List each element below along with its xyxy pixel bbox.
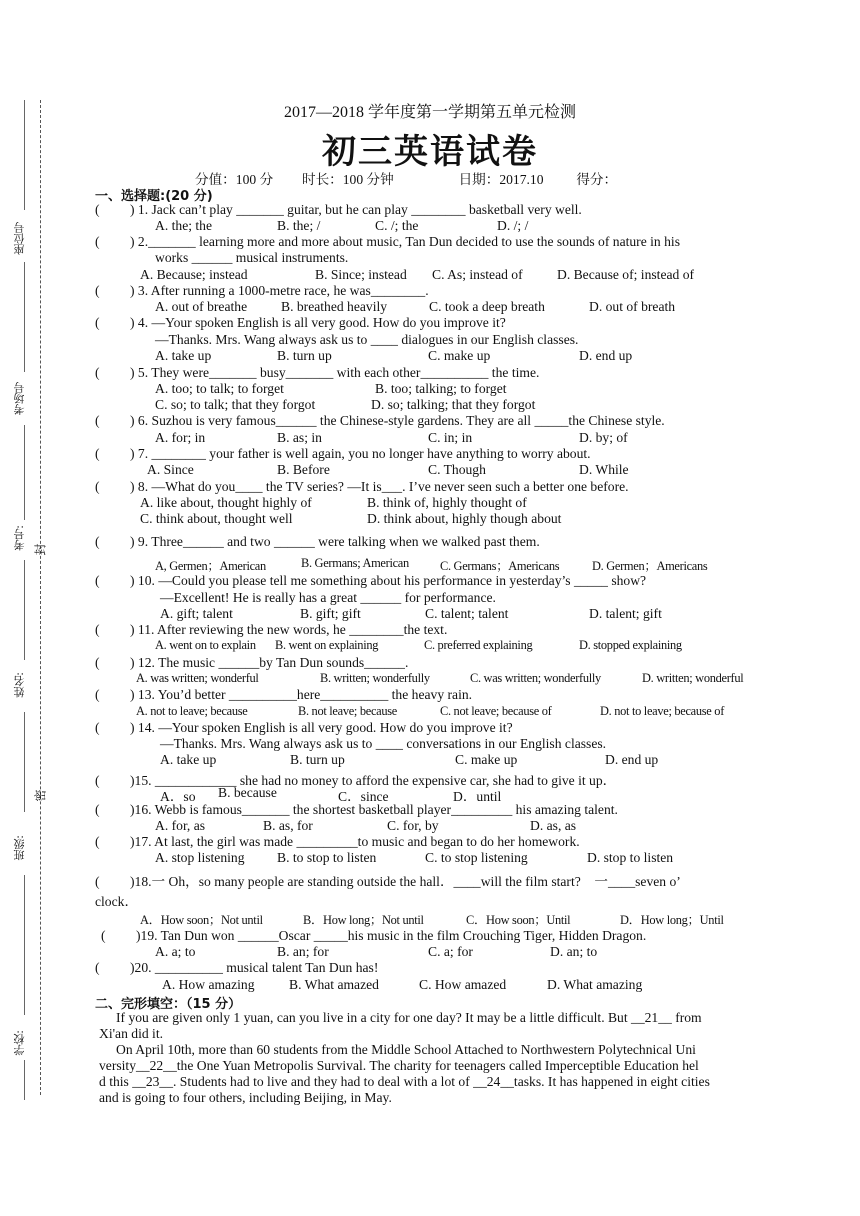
q4-option-c: C. make up xyxy=(428,348,491,363)
question-6: ( ) 6. Suzhou is very famous______ the Chinese-style gardens. They are all _____the Chinese style. xyxy=(95,413,665,428)
q10-option-c: C. talent; talent xyxy=(425,606,509,621)
q8-option-c: C. think about, thought well xyxy=(140,511,293,526)
q10-stem-line2: —Excellent! He is really has a great ______ for performance. xyxy=(160,590,496,605)
q18-stem-line2: clock． xyxy=(95,894,139,909)
q8-option-d: D. think about, highly though about xyxy=(367,511,562,526)
q13-option-c: C. not leave; because of xyxy=(440,704,552,718)
q15-option-a: A．so xyxy=(160,789,196,804)
q12-option-a: A. was written; wonderful xyxy=(136,671,259,685)
q14-option-a: A. take up xyxy=(160,752,217,767)
q1-option-b: B. the; / xyxy=(277,218,321,233)
q12-option-b: B. written; wonderfully xyxy=(320,671,430,685)
result-label: 得分： xyxy=(576,172,618,187)
question-12: ( ) 12. The music ______by Tan Dun sounds______. xyxy=(95,655,409,670)
q18-option-b: B．How long；Not until xyxy=(303,913,424,927)
q4-option-a: A. take up xyxy=(155,348,212,363)
question-10: ( ) 10. —Could you please tell me something about his performance in yesterday’s _____ show? xyxy=(95,573,647,588)
q15-option-d: D．until xyxy=(453,789,502,804)
q4-option-b: B. turn up xyxy=(277,348,332,363)
question-7: ( ) 7. ________ your father is well again, you no longer have anything to worry about. xyxy=(95,446,591,461)
q17-option-d: D. stop to listen xyxy=(587,850,674,865)
q3-option-d: D. out of breath xyxy=(589,299,676,314)
cloze-p2-line2: versity__22__the One Yuan Metropolis Survival. The charity for teenagers called Imperceptible Education hel xyxy=(99,1058,699,1073)
class-rule xyxy=(24,712,25,812)
q4-stem-line2: —Thanks. Mrs. Wang always ask us to ____ dialogues in our English classes. xyxy=(155,332,579,347)
q8-option-a: A. like about, thought highly of xyxy=(140,495,312,510)
q14-option-b: B. turn up xyxy=(290,752,345,767)
q20-option-d: D. What amazing xyxy=(547,977,643,992)
q11-option-d: D. stopped explaining xyxy=(579,638,682,652)
q5-option-c: C. so; to talk; that they forgot xyxy=(155,397,316,412)
school-label: 学校: xyxy=(13,1030,26,1056)
question-4: ( ) 4. —Your spoken English is all very good. How do you improve it? xyxy=(95,315,506,330)
question-14: ( ) 14. —Your spoken English is all very good. How do you improve it? xyxy=(95,720,513,735)
q12-option-c: C. was written; wonderfully xyxy=(470,671,601,685)
q18-option-a: A．How soon；Not until xyxy=(140,913,263,927)
question-2: ( ) 2._______ learning more and more about music, Tan Dun decided to use the sounds of nature in his xyxy=(95,234,680,249)
q18-option-d: D．How long；Until xyxy=(620,913,724,927)
q1-option-c: C. /; the xyxy=(375,218,419,233)
q2-option-c: C. As; instead of xyxy=(432,267,523,282)
cloze-p1-line1: If you are given only 1 yuan, can you live in a city for one day? It may be a little difficult. But __21__ from xyxy=(116,1010,702,1025)
q3-option-a: A. out of breathe xyxy=(155,299,248,314)
q13-option-d: D. not to leave; because of xyxy=(600,704,725,718)
q14-option-c: C. make up xyxy=(455,752,518,767)
q20-option-c: C. How amazed xyxy=(419,977,507,992)
class-label: 班级: xyxy=(13,835,26,861)
q7-option-a: A. Since xyxy=(147,462,194,477)
q12-option-d: D. written; wonderful xyxy=(642,671,744,685)
q19-option-a: A. a; to xyxy=(155,944,196,959)
q19-option-b: B. an; for xyxy=(277,944,329,959)
q3-option-c: C. took a deep breath xyxy=(429,299,545,314)
q3-option-b: B. breathed heavily xyxy=(281,299,388,314)
question-17: ( )17. At last, the girl was made _________to music and began to do her homework. xyxy=(95,834,580,849)
q5-option-a: A. too; to talk; to forget xyxy=(155,381,284,396)
question-16: ( )16. Webb is famous_______ the shortest basketball player_________ his amazing talent. xyxy=(95,802,618,817)
q6-option-d: D. by; of xyxy=(579,430,628,445)
exam-meta xyxy=(195,168,617,188)
question-18: ( )18.一 Oh，so many people are standing outside the hall．____will the film start? 一____seven o’ xyxy=(95,874,681,889)
q16-option-c: C. for, by xyxy=(387,818,439,833)
section2-heading: 二、完形填空：（15 分） xyxy=(95,997,242,1012)
q10-option-d: D. talent; gift xyxy=(589,606,662,621)
q16-option-b: B. as, for xyxy=(263,818,313,833)
exam-number-label: 考号: xyxy=(13,525,26,551)
question-3: ( ) 3. After running a 1000-metre race, he was________. xyxy=(95,283,429,298)
q5-option-b: B. too; talking; to forget xyxy=(375,381,507,396)
q16-option-a: A. for, as xyxy=(155,818,206,833)
seal-mark-mi: 密 xyxy=(33,789,48,802)
question-13: ( ) 13. You’d better __________here__________ the heavy rain. xyxy=(95,687,473,702)
q17-option-a: A. stop listening xyxy=(155,850,245,865)
section1-heading: 一、选择题:(20 分) xyxy=(95,189,213,204)
school-rule-2 xyxy=(24,1060,25,1100)
question-15: ( )15. ____________ she had no money to afford the expensive car, she had to give it up． xyxy=(95,773,617,788)
date-label: 日期：2017.10 xyxy=(458,172,544,187)
q11-option-b: B. went on explaining xyxy=(275,638,379,652)
q10-option-b: B. gift; gift xyxy=(300,606,361,621)
name-label: 姓名: xyxy=(13,672,26,698)
time-label: 时长：100 分钟 xyxy=(301,172,394,187)
page-title: 初三英语试卷 xyxy=(322,132,538,172)
name-rule xyxy=(24,560,25,660)
cloze-p2-line1: On April 10th, more than 60 students from the Middle School Attached to Northwestern Polytechnical Uni xyxy=(116,1042,696,1057)
q19-option-d: D. an; to xyxy=(550,944,598,959)
q14-option-d: D. end up xyxy=(605,752,659,767)
seal-mark-feng: 封 xyxy=(33,543,48,556)
q1-option-d: D. /; / xyxy=(497,218,529,233)
cloze-p1-line2: Xi'an did it. xyxy=(99,1026,163,1041)
q15-option-c: C．since xyxy=(338,789,389,804)
q2-option-a: A. Because; instead xyxy=(140,267,248,282)
question-20: ( )20. __________ musical talent Tan Dun has! xyxy=(95,960,379,975)
question-1: ( ) 1. Jack can’t play _______ guitar, but he can play ________ basketball very well. xyxy=(95,202,582,217)
exam-room-label: 考场号 xyxy=(13,382,26,415)
q11-option-a: A. went on to explain xyxy=(155,638,256,652)
q6-option-b: B. as; in xyxy=(277,430,322,445)
q6-option-c: C. in; in xyxy=(428,430,473,445)
q2-option-b: B. Since; instead xyxy=(315,267,407,282)
q9-option-c: C. Germans；Americans xyxy=(440,559,560,573)
q8-option-b: B. think of, highly thought of xyxy=(367,495,527,510)
score-label: 分值：100 分 xyxy=(195,172,274,187)
cloze-p2-line3: d this __23__. Students had to live and they had to deal with a lot of __24__tasks. It has happened in eight cities xyxy=(99,1074,710,1089)
q4-option-d: D. end up xyxy=(579,348,633,363)
q13-option-a: A. not to leave; because xyxy=(136,704,248,718)
q19-option-c: C. a; for xyxy=(428,944,473,959)
q17-option-b: B. to stop to listen xyxy=(277,850,377,865)
q7-option-b: B. Before xyxy=(277,462,330,477)
q20-option-a: A. How amazing xyxy=(162,977,255,992)
q17-option-c: C. to stop listening xyxy=(425,850,528,865)
q20-option-b: B. What amazed xyxy=(289,977,379,992)
room-rule xyxy=(24,262,25,372)
q11-option-c: C. preferred explaining xyxy=(424,638,533,652)
q14-stem-line2: —Thanks. Mrs. Wang always ask us to ____ conversations in our English classes. xyxy=(160,736,607,751)
q6-option-a: A. for; in xyxy=(155,430,206,445)
q10-option-a: A. gift; talent xyxy=(160,606,233,621)
question-11: ( ) 11. After reviewing the new words, he ________the text. xyxy=(95,622,448,637)
school-rule xyxy=(24,875,25,1015)
q9-option-a: A, Germen；American xyxy=(155,559,266,573)
question-5: ( ) 5. They were_______ busy_______ with each other__________ the time. xyxy=(95,365,540,380)
exam-no-rule xyxy=(24,425,25,520)
exam-subtitle: 2017—2018 学年度第一学期第五单元检测 xyxy=(283,104,576,121)
q15-option-b: B. because xyxy=(218,785,277,800)
question-8: ( ) 8. —What do you____ the TV series? —It is___. I’ve never seen such a better one before. xyxy=(95,479,629,494)
q18-option-c: C．How soon；Until xyxy=(466,913,571,927)
cloze-p2-line4: and is going to four others, including Beijing, in May. xyxy=(99,1090,392,1105)
q9-option-d: D. Germen；Americans xyxy=(592,559,708,573)
q2-option-d: D. Because of; instead of xyxy=(557,267,695,282)
question-19: ( )19. Tan Dun won ______Oscar _____his music in the film Crouching Tiger, Hidden Dragon. xyxy=(101,928,647,943)
q7-option-d: D. While xyxy=(579,462,629,477)
q16-option-d: D. as, as xyxy=(530,818,577,833)
question-9: ( ) 9. Three______ and two ______ were talking when we walked past them. xyxy=(95,534,540,549)
binding-dashed-line xyxy=(40,100,41,1095)
q1-option-a: A. the; the xyxy=(155,218,213,233)
q13-option-b: B. not leave; because xyxy=(298,704,397,718)
q2-stem-line2: works ______ musical instruments. xyxy=(155,250,349,265)
q7-option-c: C. Though xyxy=(428,462,486,477)
q5-option-d: D. so; talking; that they forgot xyxy=(371,397,536,412)
seat-number-label: 座位号 xyxy=(13,222,26,255)
q9-option-b: B. Germans; American xyxy=(301,556,409,570)
